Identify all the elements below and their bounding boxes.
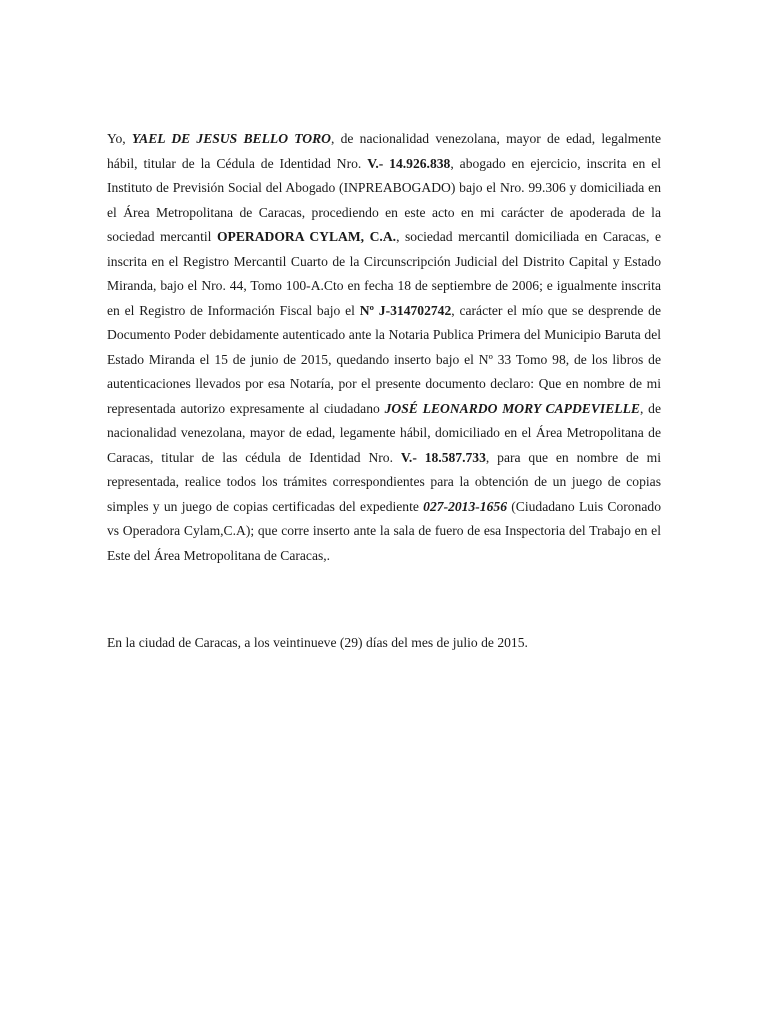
- text-segment: , sociedad mercantil domiciliada en Caracas, e inscrita en el Registro Mercantil Cuarto de la Circunscripción Judicial del Distrito Capital y Estado Miranda, bajo el Nro. 44, Tomo 100-A.Cto en fecha 18 de septiembre de 2006; e igualmente inscrita en el Registro de Información Fiscal bajo el: [107, 229, 661, 318]
- text-segment: Yo,: [107, 131, 132, 146]
- text-segment: (Ciudadano Luis Coronado vs Operadora Cylam,C.A); que corre inserto ante la sala de fuero de esa Inspectoria del Trabajo en el Este del Área Metropolitana de Caracas,.: [107, 498, 661, 563]
- closing-line: En la ciudad de Caracas, a los veintinueve (29) días del mes de julio de 2015.: [107, 635, 528, 650]
- text-segment: , de nacionalidad venezolana, mayor de edad, legalmente hábil, titular de la Cédula de Identidad Nro.: [107, 131, 661, 171]
- text-segment: , de nacionalidad venezolana, mayor de edad, legamente hábil, domiciliado en el Área Metropolitana de Caracas, titular de las cédula de Identidad Nro.: [107, 400, 661, 465]
- rif-number: Nº J-314702742: [359, 302, 452, 318]
- text-segment: , abogado en ejercicio, inscrita en el Instituto de Previsión Social del Abogado (INPREABOGADO) bajo el Nro. 99.306 y domiciliada en el Área Metropolitana de Caracas, procediendo en este acto en mi carácter de apoderada de la sociedad mercantil: [107, 155, 662, 244]
- company-name: OPERADORA CYLAM, C.A.: [216, 229, 397, 244]
- text-segment: , para que en nombre de mi representada, realice todos los trámites correspondientes para la obtención de un juego de copias simples y un juego de copias certificadas del expediente: [107, 449, 661, 514]
- text-segment: , carácter el mío que se desprende de Documento Poder debidamente autenticado ante la Notaria Publica Primera del Municipio Baruta del Estado Miranda el 15 de junio de 2015, quedando inserto bajo el Nº 33 Tomo 98, de los libros de autenticaciones llevados por esa Notaría, por el presente documento declaro: Que en nombre de mi representada autorizo expresamente al ciudadano: [107, 302, 662, 416]
- grantor-name: YAEL DE JESUS BELLO TORO: [131, 131, 331, 146]
- authorized-person-name: JOSÉ LEONARDO MORY CAPDEVIELLE: [384, 400, 640, 416]
- case-number: 027-2013-1656: [423, 498, 507, 514]
- authorization-paragraph: [107, 127, 661, 568]
- authorized-id-number: V.- 18.587.733: [400, 449, 486, 465]
- grantor-id-number: V.- 14.926.838: [367, 155, 451, 171]
